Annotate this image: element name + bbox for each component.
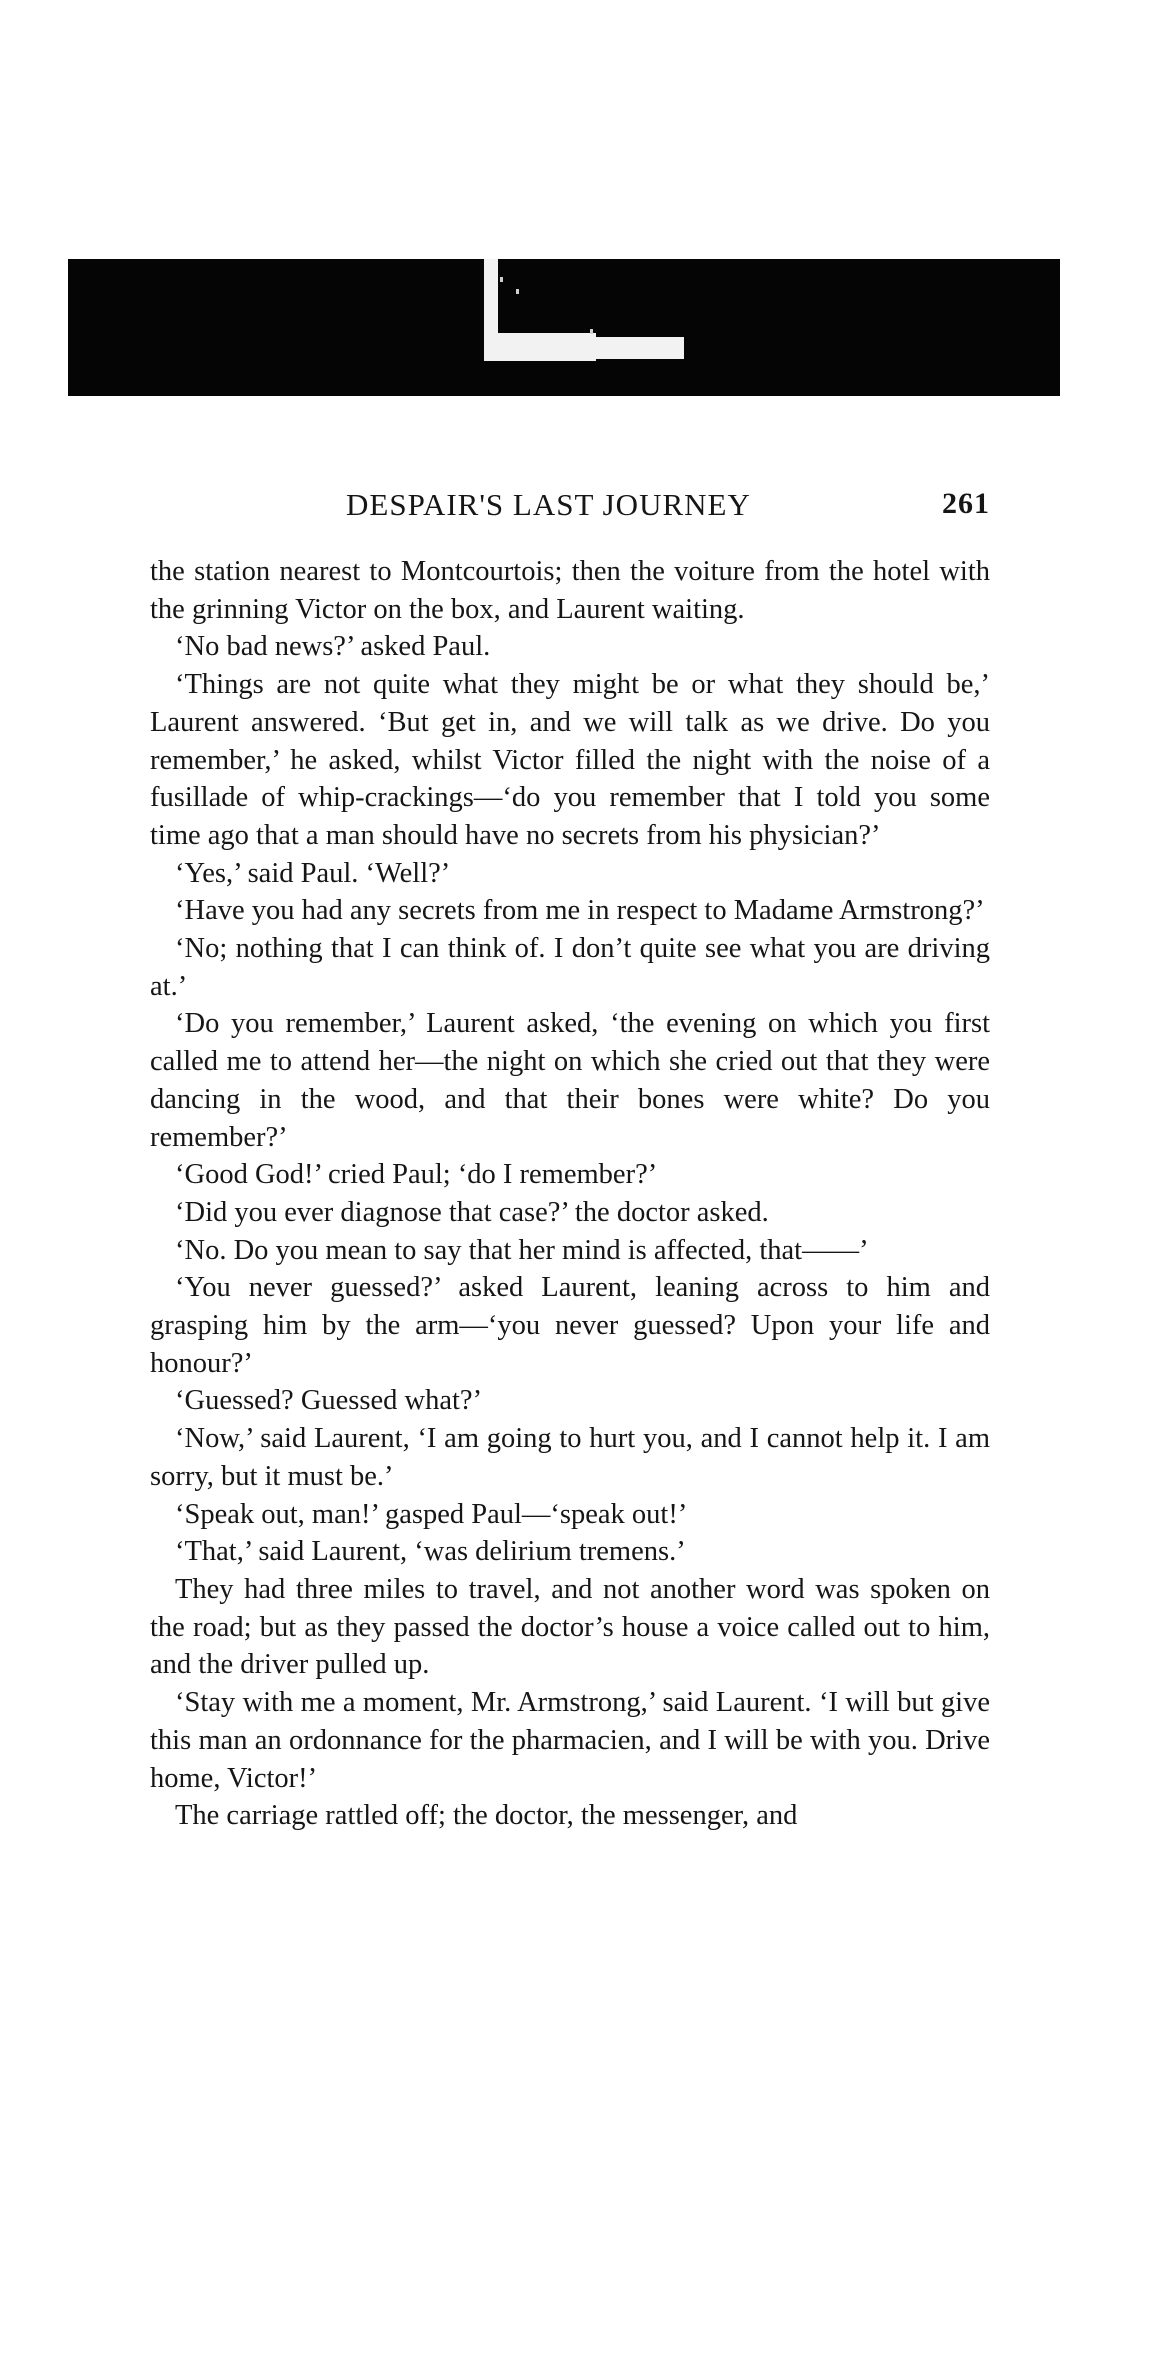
paragraph: ‘Good God!’ cried Paul; ‘do I remember?’ [175, 1159, 658, 1191]
scan-artifact [594, 337, 684, 359]
running-title: DESPAIR'S LAST JOURNEY [346, 487, 751, 522]
paragraph: They had three miles to travel, and not another word was spoken on the road; but as they passed the doctor’s house a voice called out to him, and the driver pulled up. [150, 1573, 990, 1681]
paragraph: the station nearest to Montcourtois; then the voiture from the hotel with the grinning Victor on the box, and Laurent waiting. [150, 556, 990, 625]
paragraph: ‘Did you ever diagnose that case?’ the doctor asked. [175, 1196, 769, 1228]
paragraph: The carriage rattled off; the doctor, the messenger, and [175, 1800, 798, 1832]
scan-artifact [484, 333, 596, 361]
paragraph: ‘Yes,’ said Paul. ‘Well?’ [175, 857, 451, 889]
paragraph: ‘No; nothing that I can think of. I don’t quite see what you are driving at.’ [150, 933, 990, 1002]
scan-speck [500, 277, 503, 282]
page-number: 261 [942, 487, 990, 520]
paragraph: ‘Now,’ said Laurent, ‘I am going to hurt you, and I cannot help it. I am sorry, but it must be.’ [150, 1423, 990, 1492]
paragraph: ‘You never guessed?’ asked Laurent, leaning across to him and grasping him by the arm—‘you never guessed? Upon your life and honour?’ [150, 1272, 990, 1379]
paragraph: ‘No. Do you mean to say that her mind is affected, that——’ [175, 1234, 869, 1266]
paragraph: ‘Speak out, man!’ gasped Paul—‘speak out!’ [175, 1498, 688, 1530]
paragraph: ‘No bad news?’ asked Paul. [175, 631, 491, 663]
running-head [150, 487, 990, 531]
paragraph: ‘Things are not quite what they might be or what they should be,’ Laurent answered. ‘But get in, and we will talk as we drive. Do you remember,’ he asked, whilst Victor filled the night with the noise of a fusillade of whip-crackings—‘do you remember that I told you some time ago that a man should have no secrets from his physician?’ [150, 669, 990, 851]
scanned-margin-strip [68, 259, 1060, 396]
paragraph: ‘That,’ said Laurent, ‘was delirium tremens.’ [175, 1536, 686, 1568]
paragraph: ‘Guessed? Guessed what?’ [175, 1385, 483, 1417]
scan-speck [590, 329, 593, 334]
scan-speck [516, 289, 519, 294]
book-page [150, 487, 990, 1835]
paragraph: ‘Do you remember,’ Laurent asked, ‘the evening on which you first called me to attend her—the night on which she cried out that they were dancing in the wood, and that their bones were white? Do you remember?’ [150, 1008, 990, 1153]
page-body [150, 553, 990, 1835]
paragraph: ‘Have you had any secrets from me in respect to Madame Armstrong?’ [175, 895, 985, 927]
paragraph: ‘Stay with me a moment, Mr. Armstrong,’ said Laurent. ‘I will but give this man an ordonnance for the pharmacien, and I will be with you. Drive home, Victor!’ [150, 1687, 990, 1794]
